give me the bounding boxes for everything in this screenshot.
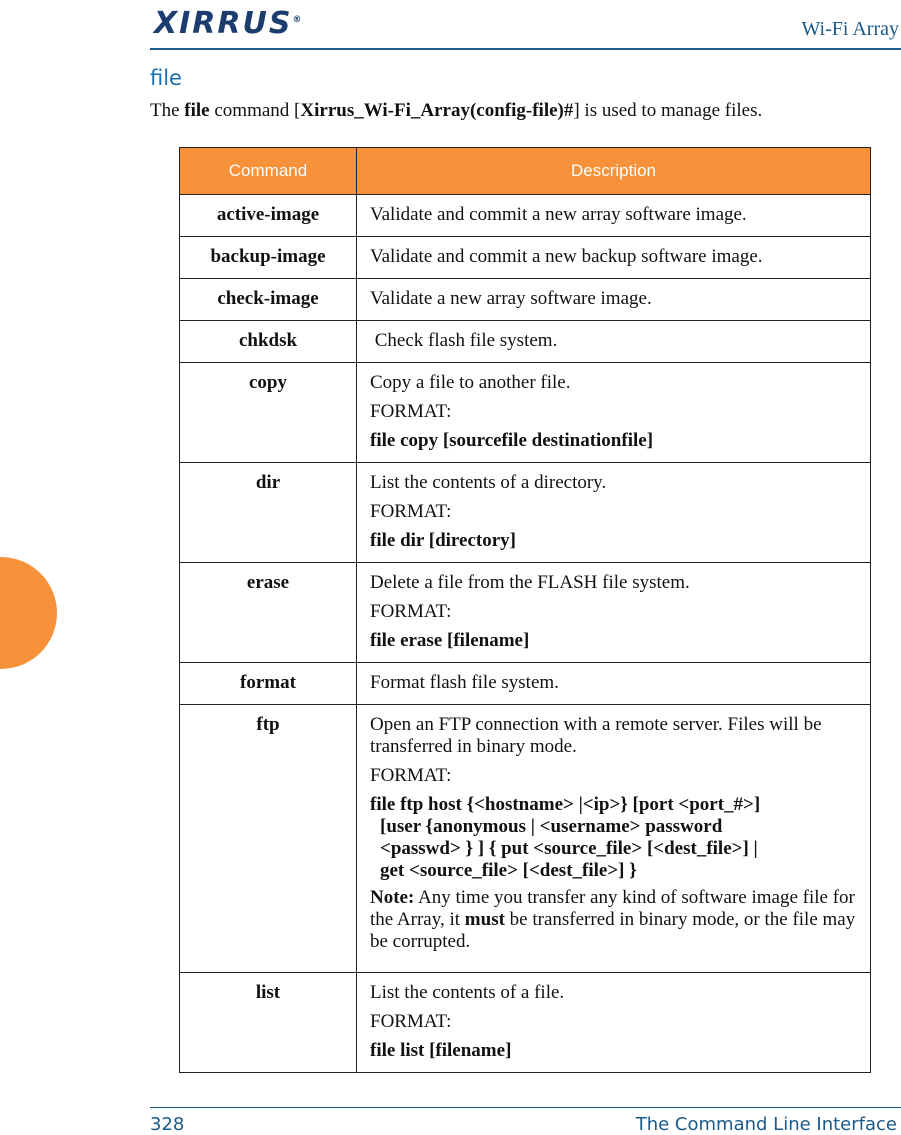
description-cell	[357, 973, 871, 1073]
intro-paragraph	[150, 100, 762, 122]
description-cell	[357, 279, 871, 321]
format-label: FORMAT:	[370, 601, 452, 622]
command-cell: list	[180, 973, 357, 1073]
format-syntax: file erase [filename]	[370, 630, 530, 651]
format-syntax: file copy [sourcefile destinationfile]	[370, 430, 654, 451]
format-syntax	[370, 794, 860, 882]
chapter-tab-marker	[0, 557, 57, 669]
table-row	[180, 563, 871, 663]
header-title: Wi-Fi Array	[801, 18, 899, 40]
command-cell: dir	[180, 463, 357, 563]
format-line: <passwd> } ] { put <source_file> [<dest_file>] |	[380, 838, 758, 859]
header-command: Command	[180, 148, 357, 195]
description-cell	[357, 363, 871, 463]
description-text: Copy a file to another file.	[370, 372, 571, 393]
description-text: Validate and commit a new array software image.	[370, 204, 747, 225]
table-row	[180, 973, 871, 1073]
note-pre: Any time you transfer any kind of software image file for the Array, it	[370, 887, 855, 930]
page-number: 328	[150, 1114, 185, 1135]
command-cell: ftp	[180, 705, 357, 973]
table-row	[180, 195, 871, 237]
command-cell: erase	[180, 563, 357, 663]
description-cell	[357, 705, 871, 973]
format-label: FORMAT:	[370, 1011, 452, 1032]
command-cell: backup-image	[180, 237, 357, 279]
note-emphasis: must	[464, 909, 505, 930]
description-text: Validate and commit a new backup software image.	[370, 246, 763, 267]
xirrus-logo	[154, 6, 301, 41]
header-divider	[150, 48, 901, 50]
description-cell	[357, 237, 871, 279]
command-cell: copy	[180, 363, 357, 463]
logo-text: XIRRUS	[154, 6, 293, 41]
table-row	[180, 363, 871, 463]
table-row	[180, 463, 871, 563]
description-text: List the contents of a directory.	[370, 472, 607, 493]
format-label: FORMAT:	[370, 765, 452, 786]
format-syntax: file dir [directory]	[370, 530, 516, 551]
format-line: [user {anonymous | <username> password	[380, 816, 723, 837]
registered-mark: ®	[292, 15, 302, 25]
description-text: Open an FTP connection with a remote server. Files will be transferred in binary mode.	[370, 714, 822, 757]
intro-pre: The	[150, 100, 185, 121]
table-row	[180, 663, 871, 705]
command-cell: chkdsk	[180, 321, 357, 363]
section-title: file	[150, 66, 182, 90]
format-syntax: file list [filename]	[370, 1040, 512, 1061]
command-cell: active-image	[180, 195, 357, 237]
header-description: Description	[357, 148, 871, 195]
table-row	[180, 705, 871, 973]
description-text: List the contents of a file.	[370, 982, 565, 1003]
intro-post: ] is used to manage files.	[573, 100, 763, 121]
description-text: Check flash file system.	[370, 330, 558, 351]
footer-divider	[150, 1107, 901, 1108]
description-cell	[357, 321, 871, 363]
note-text	[370, 887, 860, 953]
description-text: Validate a new array software image.	[370, 288, 652, 309]
command-table	[179, 147, 871, 1073]
description-cell	[357, 563, 871, 663]
note-post: be transferred in binary mode, or the file may be corrupted.	[370, 909, 856, 952]
intro-prompt: Xirrus_Wi-Fi_Array(config-file)#	[300, 100, 574, 121]
description-text: Delete a file from the FLASH file system.	[370, 572, 690, 593]
description-cell	[357, 463, 871, 563]
intro-cmd: file	[184, 100, 210, 121]
intro-mid: command [	[209, 100, 301, 121]
description-text: Format flash file system.	[370, 672, 559, 693]
table-row	[180, 279, 871, 321]
description-cell	[357, 195, 871, 237]
table-header-row	[180, 148, 871, 195]
footer-title: The Command Line Interface	[635, 1114, 897, 1135]
format-label: FORMAT:	[370, 401, 452, 422]
format-label: FORMAT:	[370, 501, 452, 522]
command-cell: check-image	[180, 279, 357, 321]
table-row	[180, 237, 871, 279]
description-cell	[357, 663, 871, 705]
format-line: get <source_file> [<dest_file>] }	[380, 860, 637, 881]
note-label: Note:	[370, 887, 415, 908]
command-cell: format	[180, 663, 357, 705]
format-line: file ftp host {<hostname> |<ip>} [port <port_#>]	[370, 794, 761, 815]
table-row	[180, 321, 871, 363]
